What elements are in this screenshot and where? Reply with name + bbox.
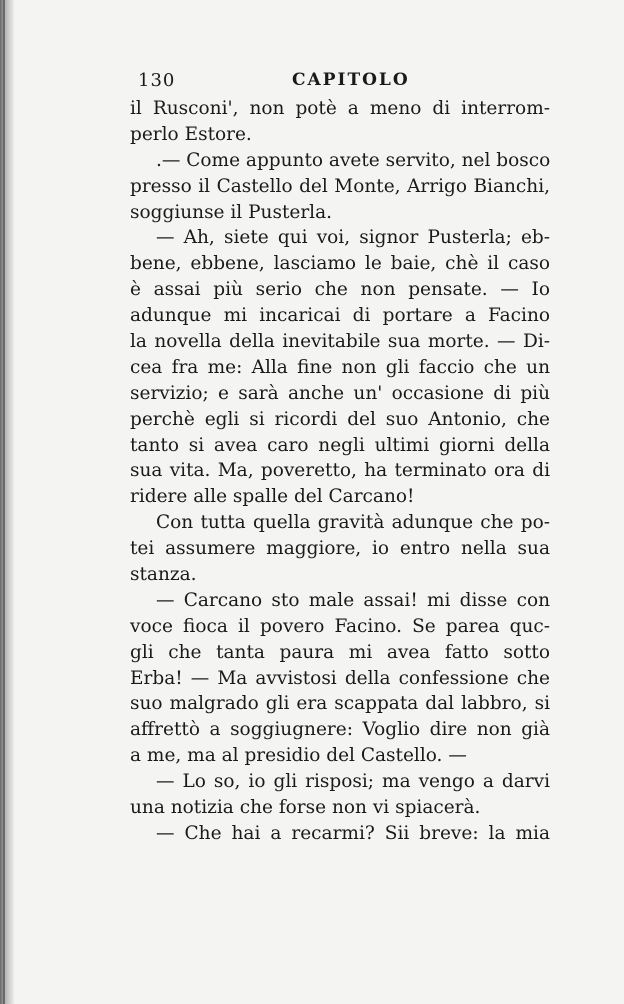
text-line: ridere alle spalle del Carcano!: [130, 486, 415, 508]
text-line: — Carcano sto male assai! mi disse con: [156, 589, 550, 611]
page-binding-edge: [0, 0, 14, 1004]
text-line: sua vita. Ma, poveretto, ha terminato ora di: [130, 460, 550, 482]
text-line: è assai più serio che non pensate. — Io: [130, 279, 550, 301]
text-line: adunque mi incaricai di portare a Facino: [130, 305, 550, 327]
text-line: stanza.: [130, 564, 197, 586]
text-line: a me, ma al presidio del Castello. —: [130, 745, 467, 767]
text-line: perchè egli si ricordi del suo Antonio, che: [130, 408, 550, 430]
text-line: bene, ebbene, lasciamo le baie, chè il caso: [130, 253, 550, 275]
chapter-title: CAPITOLO: [292, 70, 410, 90]
text-line: — Ah, siete qui voi, signor Pusterla; eb-: [156, 227, 550, 249]
text-line: il Rusconi', non potè a meno di interrom-: [130, 98, 550, 119]
body-text: [130, 96, 550, 847]
page-number: 130: [138, 70, 176, 91]
book-page: [130, 66, 550, 847]
text-line: tanto si avea caro negli ultimi giorni della: [130, 434, 550, 456]
text-line: presso il Castello del Monte, Arrigo Bianchi,: [130, 175, 550, 197]
text-line: cea fra me: Alla fine non gli faccio che un: [130, 356, 550, 378]
running-head: [130, 66, 550, 96]
text-line: affrettò a soggiugnere: Voglio dire non già: [130, 719, 550, 741]
text-line: perlo Estore.: [130, 123, 252, 145]
text-line: servizio; e sarà anche un' occasione di più: [130, 382, 550, 404]
text-line: la novella della inevitabile sua morte. — Di-: [130, 331, 550, 353]
text-line: una notizia che forse non vi spiacerà.: [130, 797, 481, 819]
text-line: soggiunse il Pusterla.: [130, 201, 333, 223]
text-line: .— Come appunto avete servito, nel bosco: [156, 149, 551, 171]
text-line: tei assumere maggiore, io entro nella sua: [130, 538, 550, 560]
text-line: — Lo so, io gli risposi; ma vengo a darvi: [156, 771, 550, 793]
text-line: gli che tanta paura mi avea fatto sotto: [130, 641, 550, 663]
text-line: — Che hai a recarmi? Sii breve: la mia: [156, 822, 550, 844]
text-line: suo malgrado gli era scappata dal labbro, si: [130, 693, 550, 715]
text-line: voce fioca il povero Facino. Se parea quc-: [130, 615, 550, 637]
text-line: Con tutta quella gravità adunque che po-: [156, 512, 550, 534]
text-line: Erba! — Ma avvistosi della confessione che: [130, 667, 550, 689]
